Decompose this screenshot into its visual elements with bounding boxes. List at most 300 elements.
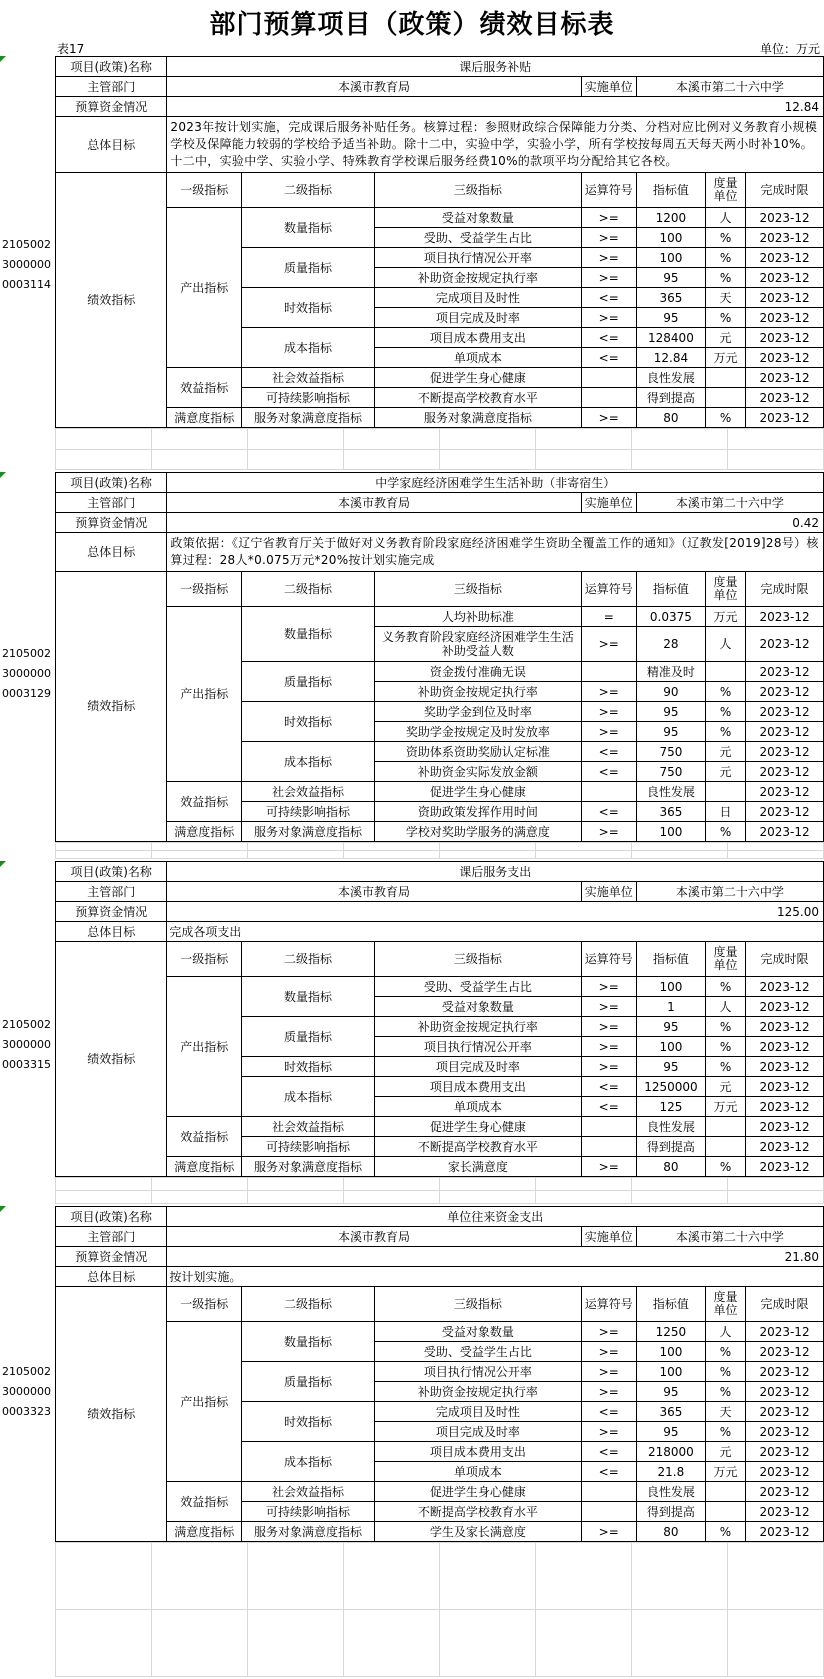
level3-indicator: 不断提高学校教育水平	[375, 388, 582, 408]
deadline-cell: 2023-12	[746, 1482, 824, 1502]
level3-indicator: 完成项目及时性	[375, 288, 582, 308]
empty-cell	[728, 429, 824, 450]
indicator-value: 95	[636, 268, 705, 288]
level1-indicator: 满意度指标	[167, 822, 242, 842]
deadline-cell: 2023-12	[746, 742, 824, 762]
level2-indicator: 时效指标	[242, 702, 375, 742]
measure-unit: 万元	[706, 1462, 746, 1482]
cell-comment-marker	[0, 1206, 6, 1212]
empty-cell	[728, 449, 824, 470]
empty-cell	[248, 1543, 344, 1610]
project-code-line: 2105002	[2, 1018, 51, 1031]
operator-cell	[581, 368, 636, 388]
deadline-cell: 2023-12	[746, 1157, 824, 1177]
deadline-cell: 2023-12	[746, 328, 824, 348]
overall-goal-value: 2023年按计划实施，完成课后服务补贴任务。核算过程：参照财政综合保障能力分类、分档对应比例对义务教育小规模学校及保障能力较弱的学校给予适当补助。除十二中，实验中学，实验小学，所有学校按每周五天每天两小时补10%。十二中，实验中学、实验小学、特殊教育学校课后服务经费10%的款项平均分配给其它各校。	[167, 117, 824, 173]
indicator-value: 1	[636, 997, 705, 1017]
project-code-line: 2105002	[2, 647, 51, 660]
level3-indicator: 奖助学金到位及时率	[375, 702, 582, 722]
level2-indicator: 质量指标	[242, 662, 375, 702]
measure-unit: %	[706, 1037, 746, 1057]
level2-indicator: 成本指标	[242, 742, 375, 782]
empty-cell	[152, 449, 248, 470]
empty-cell	[56, 1543, 152, 1610]
indicator-value: 100	[636, 1037, 705, 1057]
level2-indicator: 服务对象满意度指标	[242, 408, 375, 428]
deadline-cell: 2023-12	[746, 1097, 824, 1117]
indicator-value: 100	[636, 1362, 705, 1382]
header-deadline: 完成时限	[746, 173, 824, 208]
level3-indicator: 资金拨付准确无误	[375, 662, 582, 682]
measure-unit: 人	[706, 208, 746, 228]
operator-cell	[581, 1117, 636, 1137]
measure-unit: 万元	[706, 348, 746, 368]
operator-cell: <=	[581, 288, 636, 308]
level3-indicator: 不断提高学校教育水平	[375, 1137, 582, 1157]
operator-cell: >=	[581, 408, 636, 428]
project-name-value: 课后服务支出	[167, 862, 824, 882]
measure-unit: %	[706, 1522, 746, 1542]
measure-unit	[706, 782, 746, 802]
deadline-cell: 2023-12	[746, 682, 824, 702]
level3-indicator: 项目执行情况公开率	[375, 1037, 582, 1057]
empty-cell	[536, 1191, 632, 1204]
header-unit: 度量单位	[706, 942, 746, 977]
empty-cell	[632, 1191, 728, 1204]
header-level3: 三级指标	[375, 173, 582, 208]
level2-indicator: 社会效益指标	[242, 1117, 375, 1137]
indicator-value: 95	[636, 1422, 705, 1442]
empty-cell	[56, 1610, 152, 1677]
operator-cell: >=	[581, 1522, 636, 1542]
level3-indicator: 家长满意度	[375, 1157, 582, 1177]
performance-indicator-label: 绩效指标	[56, 942, 167, 1177]
project-code-line: 3000000	[2, 1385, 51, 1398]
department-row	[56, 493, 824, 513]
operator-cell: <=	[581, 348, 636, 368]
operator-cell: >=	[581, 1037, 636, 1057]
implementing-unit-label: 实施单位	[581, 493, 636, 513]
empty-cell	[344, 1191, 440, 1204]
deadline-cell: 2023-12	[746, 762, 824, 782]
level3-indicator: 受益对象数量	[375, 997, 582, 1017]
overall-goal-label: 总体目标	[56, 922, 167, 942]
project-code	[2, 235, 54, 295]
empty-cell	[536, 851, 632, 859]
empty-cell	[248, 429, 344, 450]
implementing-unit-value: 本溪市第二十六中学	[636, 1227, 823, 1247]
measure-unit: 元	[706, 762, 746, 782]
header-value: 指标值	[636, 942, 705, 977]
operator-cell: >=	[581, 702, 636, 722]
empty-cell	[344, 1543, 440, 1610]
level2-indicator: 社会效益指标	[242, 782, 375, 802]
indicator-row	[56, 1322, 824, 1342]
empty-cell	[728, 1178, 824, 1191]
deadline-cell: 2023-12	[746, 977, 824, 997]
header-level1: 一级指标	[167, 942, 242, 977]
operator-cell: >=	[581, 822, 636, 842]
indicator-value: 80	[636, 408, 705, 428]
budget-value: 21.80	[167, 1247, 824, 1267]
level3-indicator: 受助、受益学生占比	[375, 228, 582, 248]
deadline-cell: 2023-12	[746, 208, 824, 228]
empty-cell	[536, 1178, 632, 1191]
empty-cell	[248, 1610, 344, 1677]
project-code-line: 0003323	[2, 1405, 51, 1418]
empty-cell	[632, 851, 728, 859]
indicator-row	[56, 1522, 824, 1542]
indicator-value: 125	[636, 1097, 705, 1117]
indicator-value: 1200	[636, 208, 705, 228]
operator-cell: >=	[581, 1342, 636, 1362]
deadline-cell: 2023-12	[746, 368, 824, 388]
empty-cell	[632, 429, 728, 450]
measure-unit: 元	[706, 742, 746, 762]
budget-label: 预算资金情况	[56, 1247, 167, 1267]
level3-indicator: 不断提高学校教育水平	[375, 1502, 582, 1522]
level3-indicator: 资助体系资助奖励认定标准	[375, 742, 582, 762]
indicator-row	[56, 1157, 824, 1177]
indicator-value: 0.0375	[636, 607, 705, 627]
header-level2: 二级指标	[242, 942, 375, 977]
operator-cell: >=	[581, 997, 636, 1017]
measure-unit: %	[706, 1017, 746, 1037]
measure-unit	[706, 1482, 746, 1502]
header-operator: 运算符号	[581, 1287, 636, 1322]
level3-indicator: 补助资金按规定执行率	[375, 268, 582, 288]
deadline-cell: 2023-12	[746, 388, 824, 408]
table-number: 表17	[57, 42, 85, 56]
measure-unit: %	[706, 1057, 746, 1077]
level2-indicator: 时效指标	[242, 1057, 375, 1077]
measure-unit: %	[706, 977, 746, 997]
deadline-cell: 2023-12	[746, 662, 824, 682]
operator-cell: >=	[581, 1382, 636, 1402]
budget-label: 预算资金情况	[56, 902, 167, 922]
deadline-cell: 2023-12	[746, 1037, 824, 1057]
project-name-label: 项目(政策)名称	[56, 862, 167, 882]
deadline-cell: 2023-12	[746, 1442, 824, 1462]
deadline-cell: 2023-12	[746, 822, 824, 842]
deadline-cell: 2023-12	[746, 722, 824, 742]
operator-cell: >=	[581, 722, 636, 742]
deadline-cell: 2023-12	[746, 408, 824, 428]
deadline-cell: 2023-12	[746, 1137, 824, 1157]
header-level2: 二级指标	[242, 1287, 375, 1322]
implementing-unit-value: 本溪市第二十六中学	[636, 493, 823, 513]
empty-grid-rows	[55, 1177, 824, 1204]
empty-cell	[728, 843, 824, 851]
header-operator: 运算符号	[581, 173, 636, 208]
project-name-row	[56, 473, 824, 493]
level3-indicator: 单项成本	[375, 1097, 582, 1117]
level3-indicator: 学生及家长满意度	[375, 1522, 582, 1542]
level3-indicator: 学校对奖助学服务的满意度	[375, 822, 582, 842]
operator-cell: >=	[581, 1362, 636, 1382]
operator-cell: <=	[581, 1077, 636, 1097]
header-level2: 二级指标	[242, 173, 375, 208]
indicator-value: 21.8	[636, 1462, 705, 1482]
empty-cell	[440, 1610, 536, 1677]
level2-indicator: 服务对象满意度指标	[242, 1522, 375, 1542]
level3-indicator: 受助、受益学生占比	[375, 977, 582, 997]
project-code	[2, 1362, 54, 1422]
deadline-cell: 2023-12	[746, 1117, 824, 1137]
level2-indicator: 质量指标	[242, 248, 375, 288]
header-deadline: 完成时限	[746, 942, 824, 977]
unit-label: 单位：万元	[759, 42, 820, 56]
measure-unit	[706, 1117, 746, 1137]
operator-cell	[581, 1502, 636, 1522]
level3-indicator: 项目完成及时率	[375, 1057, 582, 1077]
empty-cell	[536, 429, 632, 450]
indicator-value: 得到提高	[636, 1502, 705, 1522]
indicator-value: 28	[636, 627, 705, 662]
deadline-cell: 2023-12	[746, 1322, 824, 1342]
indicator-value: 良性发展	[636, 368, 705, 388]
measure-unit	[706, 1137, 746, 1157]
indicator-row	[56, 607, 824, 627]
measure-unit: 天	[706, 1402, 746, 1422]
indicator-value: 良性发展	[636, 1117, 705, 1137]
level2-indicator: 时效指标	[242, 1402, 375, 1442]
indicator-header-row	[56, 572, 824, 607]
level3-indicator: 促进学生身心健康	[375, 782, 582, 802]
project-name-value: 单位往来资金支出	[167, 1207, 824, 1227]
measure-unit: %	[706, 702, 746, 722]
overall-goal-row	[56, 533, 824, 572]
operator-cell: <=	[581, 1462, 636, 1482]
measure-unit: %	[706, 1422, 746, 1442]
measure-unit: %	[706, 308, 746, 328]
operator-cell: >=	[581, 308, 636, 328]
indicator-row	[56, 1117, 824, 1137]
operator-cell: <=	[581, 802, 636, 822]
empty-cell	[632, 1178, 728, 1191]
measure-unit: %	[706, 1362, 746, 1382]
indicator-value: 90	[636, 682, 705, 702]
project-code-line: 2105002	[2, 238, 51, 251]
indicator-value: 得到提高	[636, 388, 705, 408]
level2-indicator: 社会效益指标	[242, 1482, 375, 1502]
level3-indicator: 促进学生身心健康	[375, 1117, 582, 1137]
indicator-value: 95	[636, 702, 705, 722]
measure-unit	[706, 388, 746, 408]
level2-indicator: 质量指标	[242, 1362, 375, 1402]
operator-cell: >=	[581, 977, 636, 997]
measure-unit: %	[706, 682, 746, 702]
header-level1: 一级指标	[167, 173, 242, 208]
measure-unit: 元	[706, 1077, 746, 1097]
project-name-row	[56, 1207, 824, 1227]
indicator-value: 365	[636, 802, 705, 822]
empty-cell	[344, 843, 440, 851]
header-value: 指标值	[636, 1287, 705, 1322]
project-code-line: 3000000	[2, 1038, 51, 1051]
project-code-line: 0003114	[2, 278, 51, 291]
deadline-cell: 2023-12	[746, 627, 824, 662]
empty-cell	[152, 429, 248, 450]
empty-cell	[152, 1191, 248, 1204]
empty-grid-rows	[55, 428, 824, 470]
level3-indicator: 完成项目及时性	[375, 1402, 582, 1422]
operator-cell: >=	[581, 268, 636, 288]
empty-cell	[152, 1610, 248, 1677]
level2-indicator: 可持续影响指标	[242, 1137, 375, 1157]
level3-indicator: 补助资金按规定执行率	[375, 1382, 582, 1402]
indicator-value: 良性发展	[636, 1482, 705, 1502]
department-value: 本溪市教育局	[167, 493, 581, 513]
empty-grid-rows	[55, 842, 824, 859]
overall-goal-label: 总体目标	[56, 117, 167, 173]
project-code-line: 3000000	[2, 667, 51, 680]
budget-value: 12.84	[167, 97, 824, 117]
level3-indicator: 项目完成及时率	[375, 308, 582, 328]
measure-unit: %	[706, 1382, 746, 1402]
level2-indicator: 可持续影响指标	[242, 1502, 375, 1522]
level1-indicator: 产出指标	[167, 607, 242, 782]
level1-indicator: 产出指标	[167, 1322, 242, 1482]
level3-indicator: 项目执行情况公开率	[375, 248, 582, 268]
department-label: 主管部门	[56, 882, 167, 902]
empty-cell	[632, 1610, 728, 1677]
level3-indicator: 补助资金按规定执行率	[375, 682, 582, 702]
overall-goal-label: 总体目标	[56, 1267, 167, 1287]
header-value: 指标值	[636, 572, 705, 607]
empty-cell	[440, 1191, 536, 1204]
empty-cell	[56, 429, 152, 450]
header-deadline: 完成时限	[746, 572, 824, 607]
project-name-label: 项目(政策)名称	[56, 57, 167, 77]
operator-cell	[581, 1137, 636, 1157]
empty-cell	[440, 449, 536, 470]
level2-indicator: 成本指标	[242, 1077, 375, 1117]
operator-cell: <=	[581, 1442, 636, 1462]
deadline-cell: 2023-12	[746, 1422, 824, 1442]
deadline-cell: 2023-12	[746, 607, 824, 627]
budget-row	[56, 513, 824, 533]
level3-indicator: 促进学生身心健康	[375, 1482, 582, 1502]
operator-cell: >=	[581, 1322, 636, 1342]
level1-indicator: 效益指标	[167, 1117, 242, 1157]
project-name-value: 课后服务补贴	[167, 57, 824, 77]
project-code-line: 3000000	[2, 258, 51, 271]
department-row	[56, 882, 824, 902]
budget-label: 预算资金情况	[56, 513, 167, 533]
empty-cell	[248, 843, 344, 851]
performance-indicator-label: 绩效指标	[56, 572, 167, 842]
project-table	[55, 56, 824, 428]
overall-goal-value: 按计划实施。	[167, 1267, 824, 1287]
indicator-value: 得到提高	[636, 1137, 705, 1157]
empty-cell	[440, 1178, 536, 1191]
indicator-value: 100	[636, 1342, 705, 1362]
indicator-value: 365	[636, 1402, 705, 1422]
indicator-value: 100	[636, 977, 705, 997]
level1-indicator: 效益指标	[167, 1482, 242, 1522]
project-name-label: 项目(政策)名称	[56, 473, 167, 493]
empty-cell	[536, 449, 632, 470]
indicator-value: 1250	[636, 1322, 705, 1342]
project-code-line: 0003129	[2, 687, 51, 700]
department-label: 主管部门	[56, 77, 167, 97]
header-operator: 运算符号	[581, 572, 636, 607]
indicator-value: 100	[636, 822, 705, 842]
department-row	[56, 1227, 824, 1247]
cell-comment-marker	[0, 56, 6, 62]
department-label: 主管部门	[56, 1227, 167, 1247]
empty-cell	[344, 851, 440, 859]
overall-goal-value: 政策依据：《辽宁省教育厅关于做好对义务教育阶段家庭经济困难学生资助全覆盖工作的通知》（辽教发[2019]28号）核算过程：28人*0.075万元*20%按计划实施完成	[167, 533, 824, 572]
measure-unit: 元	[706, 1442, 746, 1462]
operator-cell: >=	[581, 1057, 636, 1077]
project-name-label: 项目(政策)名称	[56, 1207, 167, 1227]
indicator-value: 95	[636, 722, 705, 742]
indicator-row	[56, 822, 824, 842]
deadline-cell: 2023-12	[746, 348, 824, 368]
project-table	[55, 861, 824, 1177]
overall-goal-label: 总体目标	[56, 533, 167, 572]
project-name-value: 中学家庭经济困难学生生活补助（非寄宿生）	[167, 473, 824, 493]
indicator-value: 95	[636, 1057, 705, 1077]
operator-cell	[581, 388, 636, 408]
indicator-value: 218000	[636, 1442, 705, 1462]
level3-indicator: 项目成本费用支出	[375, 1077, 582, 1097]
empty-cell	[152, 1178, 248, 1191]
level2-indicator: 时效指标	[242, 288, 375, 328]
indicator-row	[56, 408, 824, 428]
measure-unit: %	[706, 1157, 746, 1177]
empty-cell	[344, 1610, 440, 1677]
cell-comment-marker	[0, 861, 6, 867]
performance-indicator-label: 绩效指标	[56, 173, 167, 428]
indicator-row	[56, 977, 824, 997]
level3-indicator: 资助政策发挥作用时间	[375, 802, 582, 822]
indicator-value: 100	[636, 228, 705, 248]
level3-indicator: 促进学生身心健康	[375, 368, 582, 388]
indicator-header-row	[56, 1287, 824, 1322]
level3-indicator: 单项成本	[375, 348, 582, 368]
level1-indicator: 满意度指标	[167, 408, 242, 428]
project-name-row	[56, 57, 824, 77]
level1-indicator: 效益指标	[167, 782, 242, 822]
deadline-cell: 2023-12	[746, 308, 824, 328]
header-level1: 一级指标	[167, 1287, 242, 1322]
measure-unit: 人	[706, 627, 746, 662]
budget-value: 125.00	[167, 902, 824, 922]
empty-cell	[728, 851, 824, 859]
level3-indicator: 义务教育阶段家庭经济困难学生生活补助受益人数	[375, 627, 582, 662]
operator-cell: >=	[581, 627, 636, 662]
deadline-cell: 2023-12	[746, 1057, 824, 1077]
measure-unit: 日	[706, 802, 746, 822]
level3-indicator: 受助、受益学生占比	[375, 1342, 582, 1362]
empty-cell	[632, 843, 728, 851]
level1-indicator: 满意度指标	[167, 1157, 242, 1177]
empty-cell	[440, 851, 536, 859]
header-level3: 三级指标	[375, 942, 582, 977]
overall-goal-row	[56, 117, 824, 173]
level2-indicator: 服务对象满意度指标	[242, 1157, 375, 1177]
overall-goal-value: 完成各项支出	[167, 922, 824, 942]
level2-indicator: 可持续影响指标	[242, 802, 375, 822]
empty-cell	[728, 1543, 824, 1610]
empty-cell	[248, 1178, 344, 1191]
indicator-value: 100	[636, 248, 705, 268]
cell-comment-marker	[0, 472, 6, 478]
empty-cell	[728, 1191, 824, 1204]
